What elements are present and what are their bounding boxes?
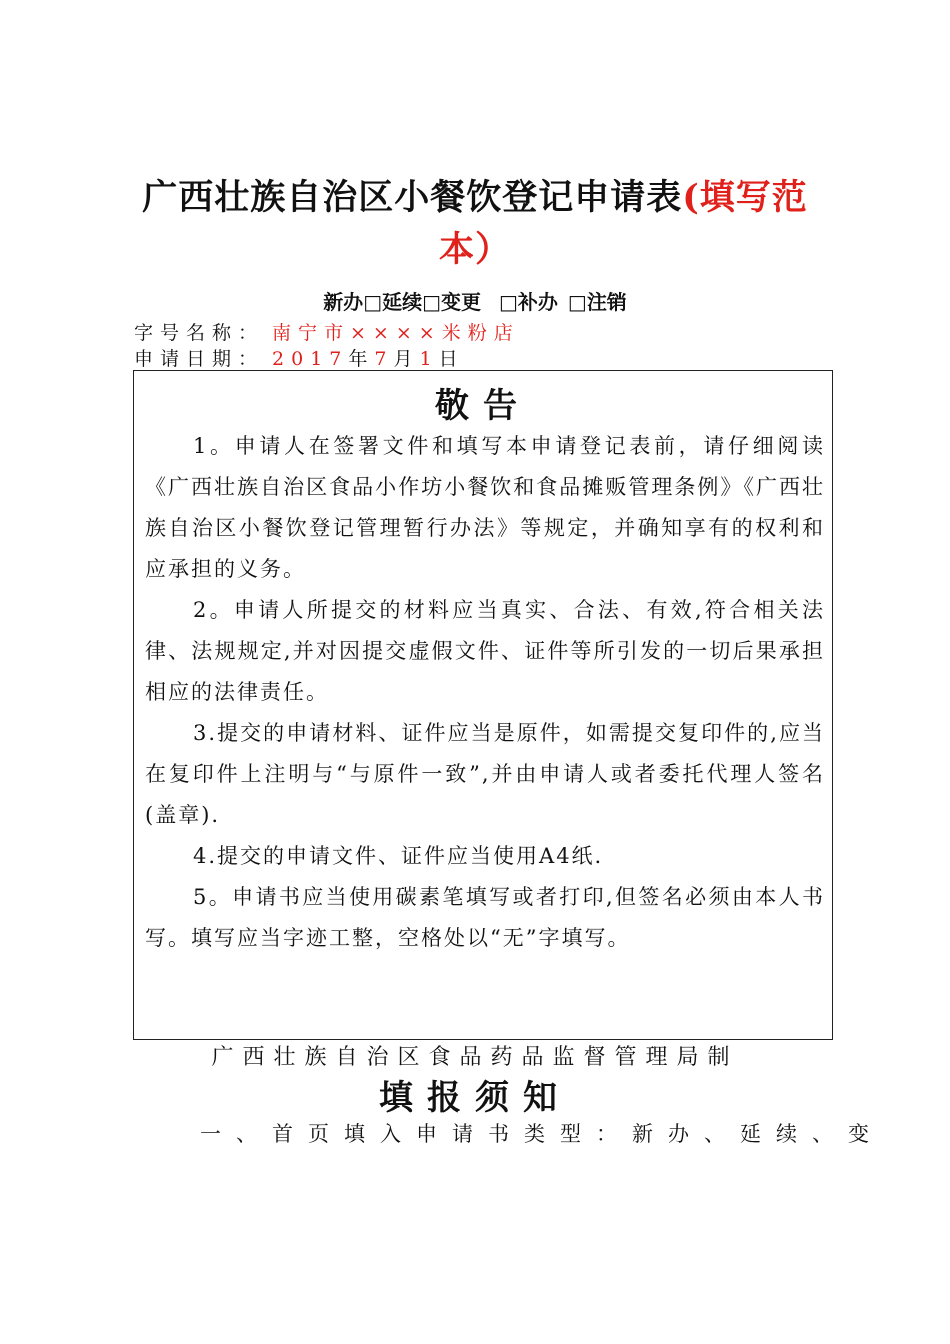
option-reissue-label: 补办 bbox=[517, 290, 558, 314]
checkbox-icon[interactable]: □ bbox=[422, 290, 441, 314]
date-day: 1 bbox=[419, 348, 439, 370]
notice-heading: 敬告 bbox=[435, 386, 531, 426]
option-change[interactable] bbox=[441, 290, 481, 314]
application-date-row bbox=[134, 344, 465, 371]
checkbox-icon[interactable]: □ bbox=[567, 290, 587, 314]
date-year-unit: 年 bbox=[348, 348, 375, 370]
option-cancel-label: 注销 bbox=[586, 290, 627, 314]
instructions-heading: 填报须知 bbox=[379, 1078, 571, 1118]
date-day-unit: 日 bbox=[438, 348, 465, 370]
date-month: 7 bbox=[374, 348, 394, 370]
business-name-value[interactable]: 南宁市××××米粉店 bbox=[272, 322, 520, 344]
notice-item: 2。申请人所提交的材料应当真实、合法、有效,符合相关法律、法规规定,并对因提交虚假文件、证件等所引发的一切后果承担相应的法律责任。 bbox=[145, 598, 825, 704]
notice-item: 5。申请书应当使用碳素笔填写或者打印,但签名必须由本人书写。填写应当字迹工整，空格处以“无”字填写。 bbox=[145, 885, 825, 950]
date-year: 2017 bbox=[272, 348, 349, 370]
title-sample-tag: (填写范 bbox=[682, 177, 808, 218]
application-date-value[interactable] bbox=[272, 348, 465, 370]
title-text: 广西壮族自治区小餐饮登记申请表 bbox=[142, 177, 683, 218]
notice-list bbox=[145, 426, 825, 959]
page-title-line-2: 本） bbox=[438, 229, 511, 270]
notice-item: 4.提交的申请文件、证件应当使用A4纸. bbox=[193, 844, 604, 868]
checkbox-icon[interactable]: □ bbox=[363, 290, 383, 314]
notice-item: 1。申请人在签署文件和填写本申请登记表前，请仔细阅读《广西壮族自治区食品小作坊小餐饮和食品摊贩管理条例》《广西壮族自治区小餐饮登记管理暂行办法》等规定，并确知享有的权利和应承担的义务。 bbox=[145, 434, 825, 581]
option-cancel[interactable] bbox=[568, 290, 627, 314]
notice-item: 3.提交的申请材料、证件应当是原件，如需提交复印件的,应当在复印件上注明与“与原件一致”,并由申请人或者委托代理人签名(盖章). bbox=[145, 721, 825, 827]
application-date-label: 申请日期： bbox=[134, 348, 265, 370]
option-change-label: 变更 bbox=[441, 290, 481, 314]
application-type-options bbox=[0, 286, 950, 315]
issuing-authority: 广西壮族自治区食品药品监督管理局制 bbox=[211, 1045, 739, 1070]
business-name-label: 字号名称： bbox=[134, 322, 265, 344]
instructions-section-1: 一、首页填入申请书类型：新办、延续、变 bbox=[200, 1122, 884, 1146]
option-new-label: 新办 bbox=[323, 290, 364, 314]
business-name-row bbox=[134, 318, 520, 345]
option-renew-label: 延续 bbox=[382, 290, 423, 314]
option-reissue[interactable] bbox=[499, 290, 558, 314]
checkbox-icon[interactable]: □ bbox=[499, 290, 518, 314]
date-month-unit: 月 bbox=[393, 348, 420, 370]
option-renew[interactable] bbox=[382, 290, 441, 314]
option-new[interactable] bbox=[323, 290, 382, 314]
page-title-line-1 bbox=[0, 170, 950, 220]
